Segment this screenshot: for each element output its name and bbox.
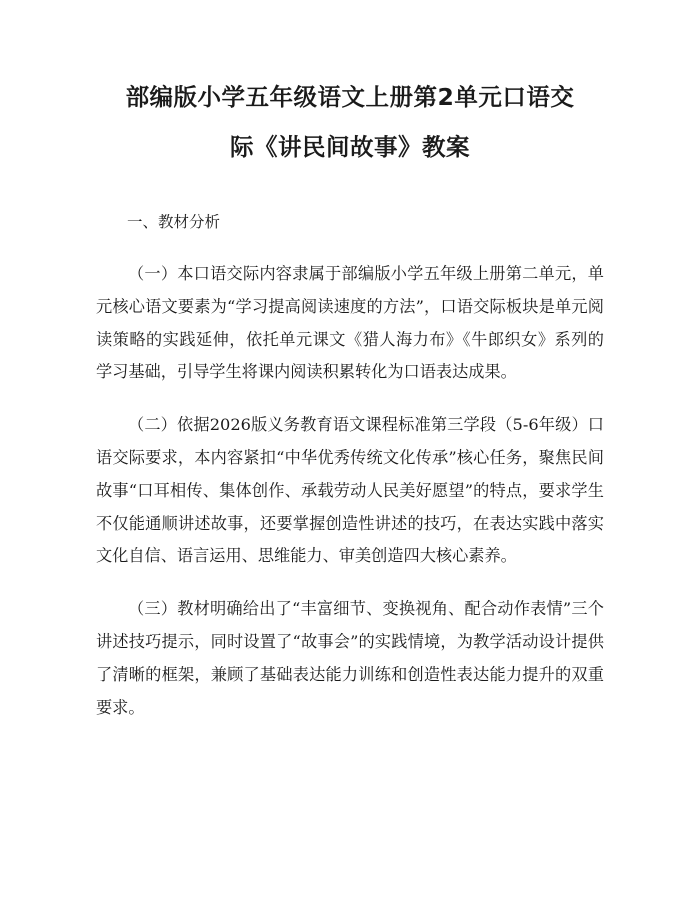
paragraph-3: （三）教材明确给出了“丰富细节、变换视角、配合动作表情”三个讲述技巧提示，同时设置了“故事会”的实践情境，为教学活动设计提供了清晰的框架，兼顾了基础表达能力训练和创造性表达能力提升的双重要求。 <box>96 599 604 717</box>
paragraph-2: （二）依据2026版义务教育语文课程标准第三学段（5-6年级）口语交际要求，本内容紧扣“中华优秀传统文化传承”核心任务，聚焦民间故事“口耳相传、集体创作、承载劳动人民美好愿望”的特点，要求学生不仅能通顺讲述故事，还要掌握创造性讲述的技巧，在表达实践中落实文化自信、语言运用、思维能力、审美创造四大核心素养。 <box>96 415 604 566</box>
title-line-1: 部编版小学五年级语文上册第2单元口语交 <box>125 83 575 111</box>
paragraph-1: （一）本口语交际内容隶属于部编版小学五年级上册第二单元，单元核心语文要素为“学习提高阅读速度的方法”，口语交际板块是单元阅读策略的实践延伸，依托单元课文《猎人海力布》《牛郎织女》系列的学习基础，引导学生将课内阅读积累转化为口语表达成果。 <box>96 264 604 382</box>
document-title <box>96 72 604 172</box>
title-line-2: 际《讲民间故事》教案 <box>230 133 470 161</box>
section-heading: 一、教材分析 <box>127 213 221 231</box>
